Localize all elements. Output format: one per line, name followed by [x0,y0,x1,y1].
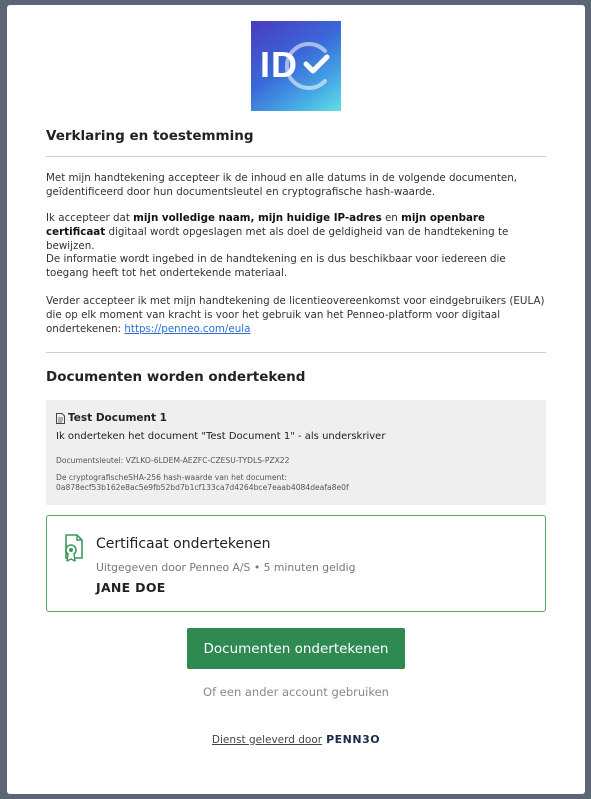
declaration-paragraph-3: De informatie wordt ingebed in de handtekening en is dus beschikbaar voor iedereen die toegang heeft tot het ondertekende materiaal. [46,253,506,279]
p2-text: en [381,212,402,224]
logo-text: ID [260,44,298,85]
document-card [46,400,546,505]
certificate-card[interactable] [46,515,546,612]
id-logo [251,21,341,111]
signing-modal [7,5,585,794]
p2-bold-name-ip: mijn volledige naam, mijn huidige IP-adres [133,212,382,224]
penneo-logo: PENN3O [326,733,381,746]
document-key: Documentsleutel: VZLKO-6LDEM-AEZFC-CZESU-TYDLS-PZX22 [56,456,290,465]
document-signing-role: Ik onderteken het document "Test Document 1" - als underskriver [56,431,386,442]
declaration-title: Verklaring en toestemming [46,128,254,144]
use-other-account-link[interactable]: Of een ander account gebruiken [203,685,389,699]
logo-check-icon [251,21,341,111]
document-title [56,412,167,424]
certificate-issuer: Uitgegeven door Penneo A/S • 5 minuten geldig [96,561,356,574]
certificate-holder-name: JANE DOE [96,580,166,595]
declaration-paragraph-2 [46,211,546,253]
certificate-title: Certificaat ondertekenen [96,536,271,552]
p2-bold-certificate: mijn openbare certificaat [46,212,485,238]
p4-text: Verder accepteer ik met mijn handtekening de licentieovereenkomst voor eindgebruikers (EULA) die op elk moment van kracht is voor het gebruik van het Penneo-platform voor digitaal ondertekenen: [46,295,545,335]
p2-text: Ik accepteer dat [46,212,134,224]
footer[interactable] [7,733,585,746]
document-name: Test Document 1 [68,412,167,424]
documents-title: Documenten worden ondertekend [46,369,306,385]
divider [46,156,546,157]
document-hash-value: 0a878ecf53b162e8ac5e9fb52bd7b1cf133ca7d4264bce7eaab4084deafa8e0f [56,483,349,492]
document-icon [56,413,65,424]
certificate-icon [62,532,88,562]
footer-text: Dienst geleverd door [211,733,323,746]
divider [46,352,546,353]
eula-link[interactable]: https://penneo.com/eula [124,323,251,335]
declaration-paragraph-1: Met mijn handtekening accepteer ik de inhoud en alle datums in de volgende documenten, geïdentificeerd door hun documentsleutel en cryptografische hash-waarde. [46,172,518,198]
document-hash-label: De cryptografischeSHA-256 hash-waarde van het document: [56,473,287,482]
sign-documents-button[interactable]: Documenten ondertekenen [187,628,405,669]
declaration-paragraph-4 [46,294,546,336]
p2-text: digitaal wordt opgeslagen met als doel de geldigheid van de handtekening te bewijzen. [46,226,509,252]
